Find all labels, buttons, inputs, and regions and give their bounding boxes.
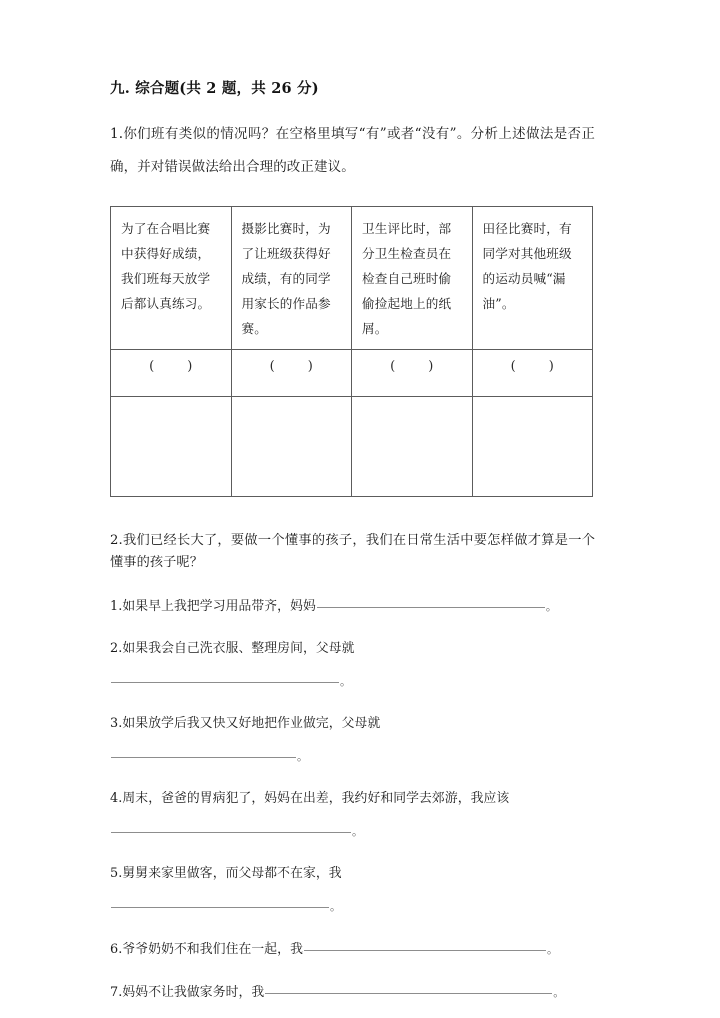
table-cell-scenario-4: 田径比赛时，有同学对其他班级的运动员喊“漏油”。 [472,207,593,350]
fill-in-blank-item [110,982,595,1003]
answer-parenthesis-2: ( ) [269,359,313,375]
fill-in-blank-period: 。 [553,986,565,1000]
table-cell-blank-1[interactable] [111,397,232,497]
fill-in-blank-label: 4.周末，爸爸的胃病犯了，妈妈在出差，我约好和同学去郊游，我应该 [110,791,510,807]
fill-in-blank-period: 。 [352,825,364,839]
fill-in-blank-rule[interactable] [111,896,329,908]
fill-in-blank-label: 5.舅舅来家里做客，而父母都不在家，我 [110,866,342,882]
fill-in-blank-rule-group [316,599,557,614]
table-row-blank [111,397,593,497]
fill-in-blank-rule-group [264,985,564,1000]
table-cell-scenario-1: 为了在合唱比赛中获得好成绩，我们班每天放学后都认真练习。 [111,207,232,350]
fill-in-blank-rule[interactable] [265,982,552,994]
fill-in-blank-rule[interactable] [111,746,296,758]
answer-parenthesis-4: ( ) [510,359,554,375]
table-cell-scenario-2: 摄影比赛时，为了让班级获得好成绩，有的同学用家长的作品参赛。 [231,207,352,350]
scenario-table [110,206,593,497]
question-2-prompt: 2.我们已经长大了，要做一个懂事的孩子，我们在日常生活中要怎样做才算是一个懂事的孩子呢？ [110,533,595,571]
fill-in-blank-label: 6.爷爷奶奶不和我们住在一起，我 [110,942,303,958]
fill-in-blank-label: 2.如果我会自己洗衣服、整理房间，父母就 [110,641,355,657]
scenario-table-wrapper [110,206,592,497]
fill-in-blank-rule-group [110,671,595,692]
fill-in-blank-label: 1.如果早上我把学习用品带齐，妈妈 [110,599,316,615]
table-cell-blank-2[interactable] [231,397,352,497]
fill-in-blank-item [110,789,595,842]
fill-in-blank-item [110,864,595,917]
fill-in-blank-period: 。 [330,900,342,914]
fill-in-blank-period: 。 [546,943,559,957]
table-cell-answer-1[interactable] [111,350,232,397]
fill-in-blank-item [110,596,595,617]
fill-in-blank-rule[interactable] [304,939,546,951]
question-1-prompt: 1.你们班有类似的情况吗？在空格里填写“有”或者“没有”。分析上述做法是否正确，并对错误做法给出合理的改正建议。 [110,126,595,176]
answer-parenthesis-3: ( ) [390,359,434,375]
fill-in-blank-rule-group [303,942,558,957]
fill-in-blank-item [110,639,595,692]
answer-parenthesis-1: ( ) [149,359,193,375]
fill-in-blank-rule[interactable] [317,596,545,608]
table-cell-blank-3[interactable] [352,397,473,497]
fill-in-blank-label: 7.妈妈不让我做家务时，我 [110,985,265,1001]
fill-in-blank-item [110,714,595,767]
fill-in-blank-rule-group [110,746,595,767]
table-row-scenarios [111,207,593,350]
fill-in-blank-label: 3.如果放学后我又快又好地把作业做完，父母就 [110,716,381,732]
fill-in-blank-rule-group [110,896,595,917]
section-heading: 九. 综合题(共 2 题，共 26 分) [110,80,319,97]
table-cell-blank-4[interactable] [472,397,593,497]
fill-in-blank-period: 。 [545,600,557,614]
fill-in-blank-rule[interactable] [111,671,339,683]
fill-in-blank-item [110,939,595,960]
fill-in-blank-list [110,596,595,1003]
fill-in-blank-period: 。 [297,750,309,764]
table-cell-answer-2[interactable] [231,350,352,397]
fill-in-blank-period: 。 [340,675,352,689]
table-cell-answer-3[interactable] [352,350,473,397]
table-cell-scenario-3: 卫生评比时，部分卫生检查员在检查自己班时偷偷捡起地上的纸屑。 [352,207,473,350]
page-content [110,80,595,1003]
table-row-answers [111,350,593,397]
fill-in-blank-rule-group [110,821,595,842]
table-cell-answer-4[interactable] [472,350,593,397]
fill-in-blank-rule[interactable] [111,821,351,833]
